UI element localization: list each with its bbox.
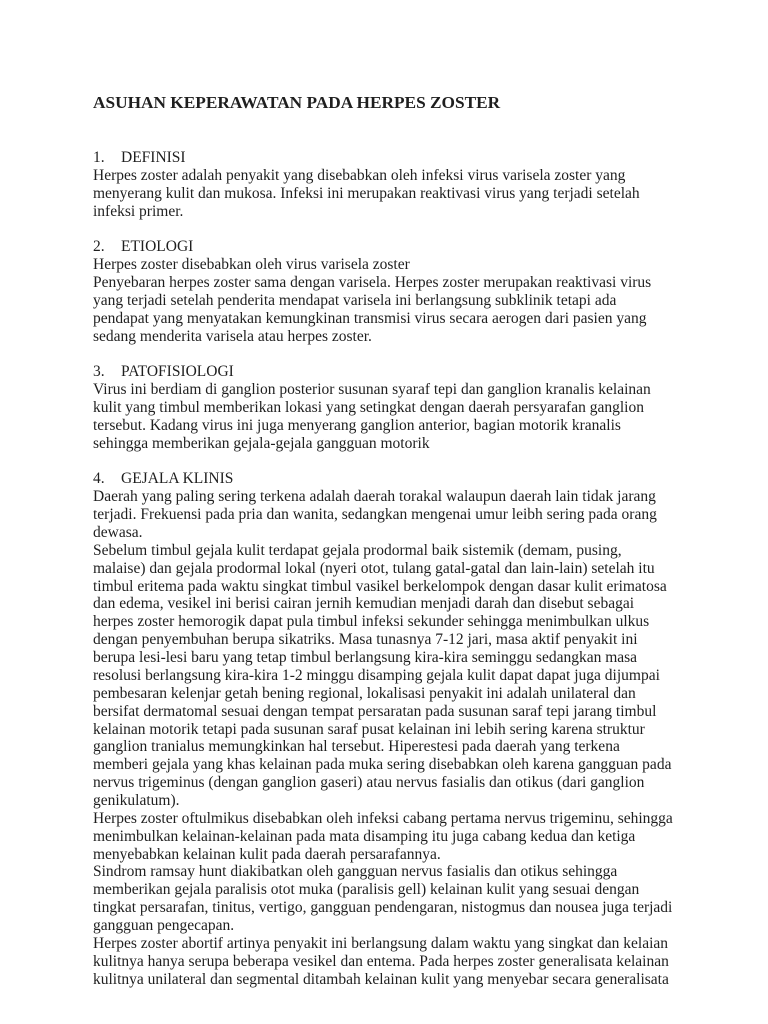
section-heading xyxy=(93,470,733,488)
text-line: bersifat dermatomal sesuai dengan tempat persaratan pada susunan saraf tepi jarang timbul xyxy=(93,702,657,720)
text-line: terjadi. Frekuensi pada pria dan wanita, sedangkan mengenai umur leibh sering pada orang xyxy=(93,506,657,524)
paragraph xyxy=(93,381,733,452)
text-line: memberi gejala yang khas kelainan pada muka sering disebabkan oleh karena gangguan pada xyxy=(93,756,672,774)
section-number: 3. xyxy=(93,363,105,381)
text-line: tersebut. Kadang virus ini juga menyerang ganglion anterior, bagian motorik kranalis xyxy=(93,416,621,434)
text-line: ganglion tranialus memungkinkan hal tersebut. Hiperestesi pada daerah yang terkena xyxy=(93,738,620,756)
section-gejala-klinis xyxy=(93,470,733,988)
paragraph xyxy=(93,256,733,274)
text-line: Herpes zoster oftulmikus disebabkan oleh infeksi cabang pertama nervus trigeminu, sehingga xyxy=(93,809,673,827)
section-heading-label: GEJALA KLINIS xyxy=(121,470,234,488)
text-line: kulitnya unilateral dan segmental ditambah kelainan kulit yang menyebar secara generalisata xyxy=(93,970,669,988)
section-heading xyxy=(93,363,733,381)
section-number: 1. xyxy=(93,149,105,166)
paragraph xyxy=(93,488,733,542)
text-line: malaise) dan gejala prodormal lokal (nyeri otot, tulang gatal-gatal dan lain-lain) setelah itu xyxy=(93,559,655,577)
paragraph xyxy=(93,863,733,934)
text-line: menimbulkan kelainan-kelainan pada mata disamping itu juga cabang kedua dan ketiga xyxy=(93,827,636,845)
paragraph xyxy=(93,810,733,864)
text-line: menyebabkan kelainan kulit pada daerah persarafannya. xyxy=(93,845,441,863)
text-line: Virus ini berdiam di ganglion posterior susunan syaraf tepi dan ganglion kranalis kelainan xyxy=(93,381,651,399)
section-heading xyxy=(93,149,733,167)
text-line: yang terjadi setelah penderita mendapat varisela ini berlangsung subklinik tetapi ada xyxy=(93,291,617,309)
section-heading xyxy=(93,238,733,256)
text-line: resolusi berlangsung kira-kira 1-2 minggu disamping gejala kulit dapat dapat juga dijumpai xyxy=(93,666,660,684)
text-line: tingkat persarafan, tinitus, vertigo, gangguan pendengaran, nistogmus dan nousea juga terjadi xyxy=(93,899,673,917)
text-line: Herpes zoster abortif artinya penyakit ini berlangsung dalam waktu yang singkat dan kelaian xyxy=(93,934,669,952)
text-line: menyerang kulit dan mukosa. Infeksi ini merupakan reaktivasi virus yang terjadi setelah xyxy=(93,184,640,202)
text-line: Herpes zoster adalah penyakit yang disebabkan oleh infeksi virus varisela zoster yang xyxy=(93,166,626,184)
text-line: Herpes zoster disebabkan oleh virus varisela zoster xyxy=(93,256,410,274)
text-line: infeksi primer. xyxy=(93,202,184,220)
paragraph xyxy=(93,167,733,221)
text-line: sedang menderita varisela atau herpes zoster. xyxy=(93,327,372,345)
section-heading-label: PATOFISIOLOGI xyxy=(121,363,234,381)
document-title: ASUHAN KEPERAWATAN PADA HERPES ZOSTER xyxy=(93,93,501,112)
text-line: dengan penyembuhan berupa sikatriks. Masa tunasnya 7-12 jari, masa aktif penyakit ini xyxy=(93,631,638,649)
text-line: berupa lesi-lesi baru yang tetap timbul berlangsung kira-kira seminggu sedangkan masa xyxy=(93,649,638,667)
text-line: Daerah yang paling sering terkena adalah daerah torakal walaupun daerah lain tidak jarang xyxy=(93,488,656,506)
section-number: 4. xyxy=(93,470,105,488)
paragraph xyxy=(93,935,733,989)
text-line: dan edema, vesikel ini berisi cairan jernih kemudian menjadi darah dan disebut sebagai xyxy=(93,595,635,613)
section-heading-label: DEFINISI xyxy=(121,149,186,166)
text-line: nervus trigeminus (dengan ganglion gaseri) atau nervus fasialis dan otikus (dari ganglion xyxy=(93,774,645,792)
paragraph xyxy=(93,274,733,345)
text-line: Penyebaran herpes zoster sama dengan varisela. Herpes zoster merupakan reaktivasi virus xyxy=(93,274,652,292)
text-line: kulitnya hanya serupa beberapa vesikel dan entema. Pada herpes zoster generalisata kelainan xyxy=(93,952,669,970)
text-line: pendapat yang menyatakan kemungkinan transmisi virus secara aerogen dari pasien yang xyxy=(93,309,647,327)
text-line: herpes zoster hemorogik dapat pula timbul infeksi sekunder sehingga menimbulkan ulkus xyxy=(93,613,650,631)
section-definisi xyxy=(93,149,733,220)
text-line: gangguan pengecapan. xyxy=(93,916,235,934)
text-line: pembesaran kelenjar getah bening regional, lokalisasi penyakit ini adalah unilateral dan xyxy=(93,684,636,702)
text-line: timbul eritema pada waktu singkat timbul vasikel berkelompok dengan dasar kulit erimatosa xyxy=(93,577,667,595)
section-etiologi xyxy=(93,238,733,345)
text-line: genikulatum). xyxy=(93,791,180,809)
section-number: 2. xyxy=(93,238,105,256)
section-patofisiologi xyxy=(93,363,733,452)
text-line: kelainan motorik tetapi pada susunan saraf pusat kelainan ini lebih sering karena struktur xyxy=(93,720,645,738)
section-heading-label: ETIOLOGI xyxy=(121,238,194,256)
text-line: dewasa. xyxy=(93,524,143,542)
text-line: Sebelum timbul gejala kulit terdapat gejala prodormal baik sistemik (demam, pusing, xyxy=(93,541,622,559)
text-line: kulit yang timbul memberikan lokasi yang setingkat dengan daerah persyarafan ganglion xyxy=(93,399,644,417)
text-line: Sindrom ramsay hunt diakibatkan oleh gangguan nervus fasialis dan otikus sehingga xyxy=(93,863,618,881)
text-line: memberikan gejala paralisis otot muka (paralisis gell) kelainan kulit yang sesuai dengan xyxy=(93,881,640,899)
document-body xyxy=(93,149,733,1006)
paragraph xyxy=(93,542,733,810)
text-line: sehingga memberikan gejala-gejala gangguan motorik xyxy=(93,434,430,452)
